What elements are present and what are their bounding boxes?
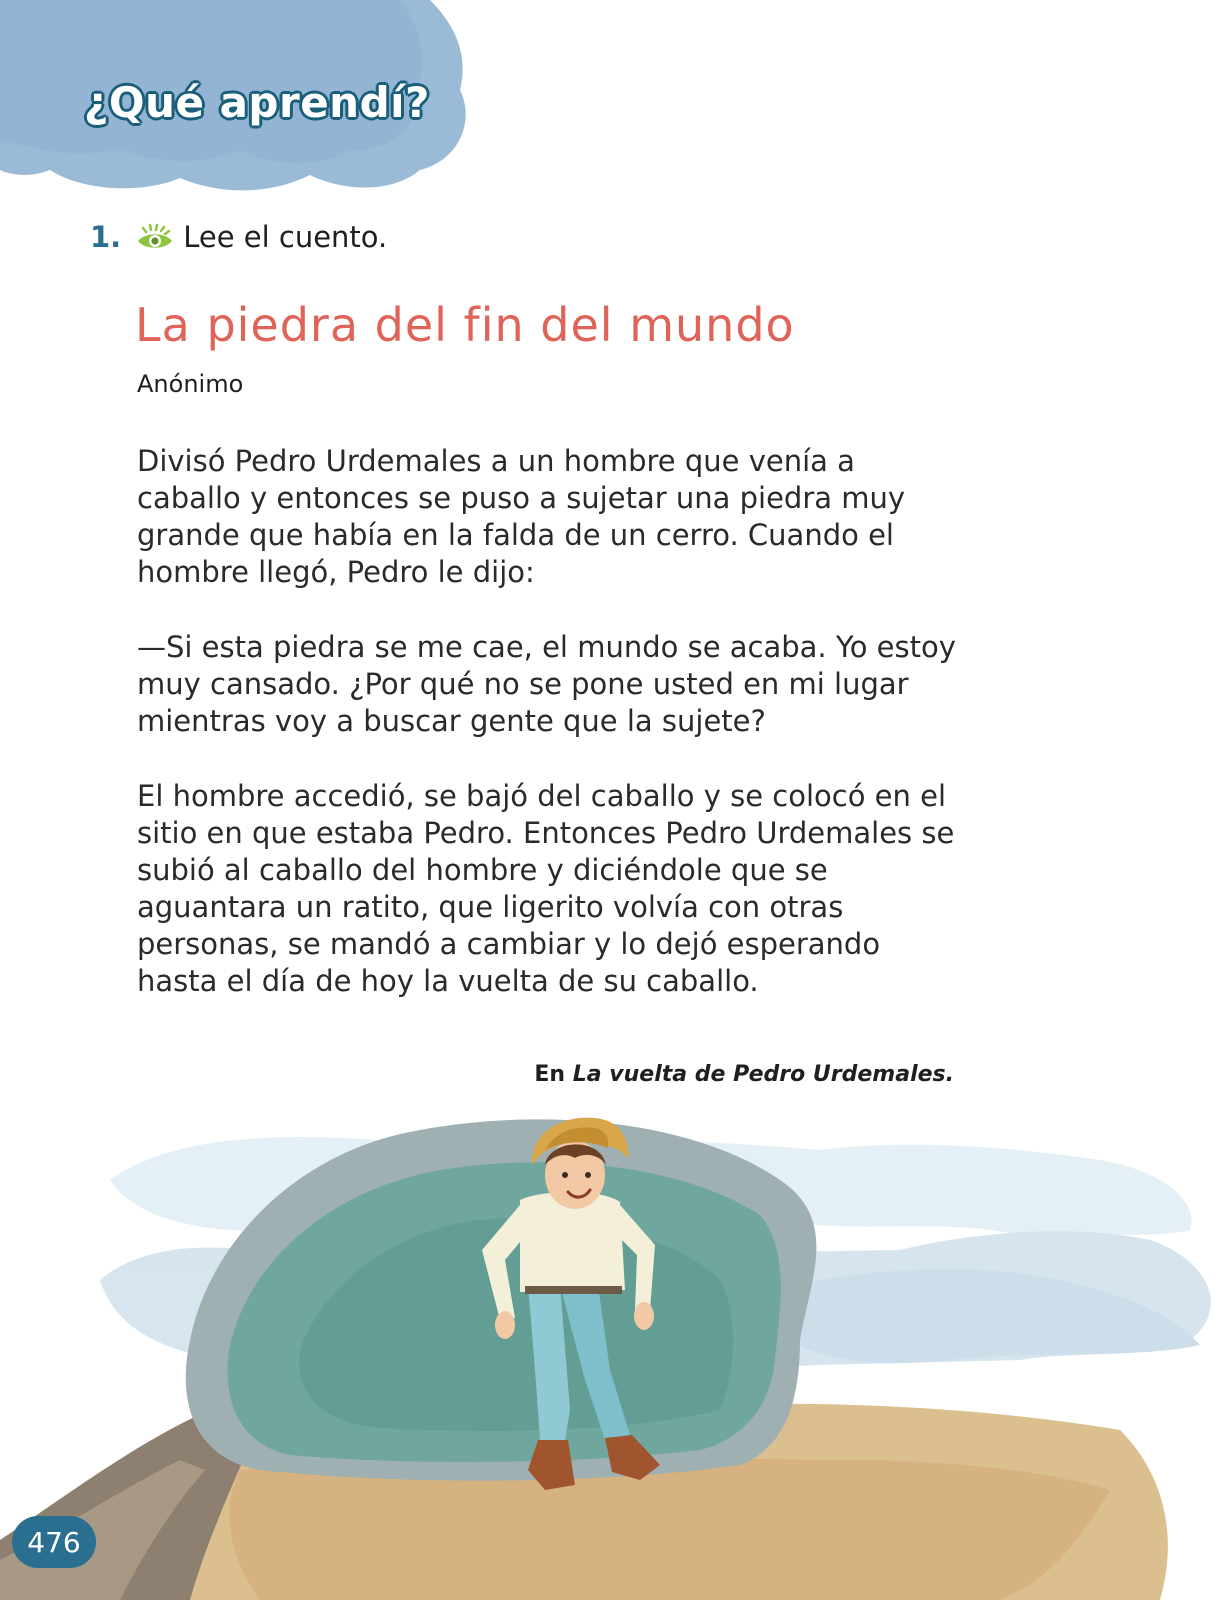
story-illustration xyxy=(0,1110,1222,1600)
story-source xyxy=(534,1062,954,1087)
source-prefix: En xyxy=(534,1062,573,1087)
page-number: 476 xyxy=(12,1516,96,1568)
story-author: Anónimo xyxy=(137,370,244,398)
story-paragraph-2: —Si esta piedra se me cae, el mundo se acaba. Yo estoy muy cansado. ¿Por qué no se pone usted en mi lugar mientras voy a buscar gente que la sujete? xyxy=(137,630,956,738)
story-paragraph-1: Divisó Pedro Urdemales a un hombre que venía a caballo y entonces se puso a sujetar una piedra muy grande que había en la falda de un cerro. Cuando el hombre llegó, Pedro le dijo: xyxy=(137,444,906,589)
source-book: La vuelta de Pedro Urdemales. xyxy=(572,1062,954,1087)
story-body xyxy=(137,443,967,1038)
story-title: La piedra del fin del mundo xyxy=(135,298,795,352)
story-paragraph-3: El hombre accedió, se bajó del caballo y se colocó en el sitio en que estaba Pedro. Entonces Pedro Urdemales se subió al caballo del hombre y diciéndole que se aguantara un ratito, que ligerito volvía con otras personas, se mandó a cambiar y lo dejó esperando hasta el día de hoy la vuelta de su caballo. xyxy=(137,779,955,998)
instruction-text: Lee el cuento. xyxy=(183,220,388,254)
instruction-number: 1. xyxy=(90,220,122,254)
eye-icon xyxy=(135,222,175,252)
section-title: ¿Qué aprendí? xyxy=(84,78,430,127)
instruction xyxy=(90,220,387,254)
